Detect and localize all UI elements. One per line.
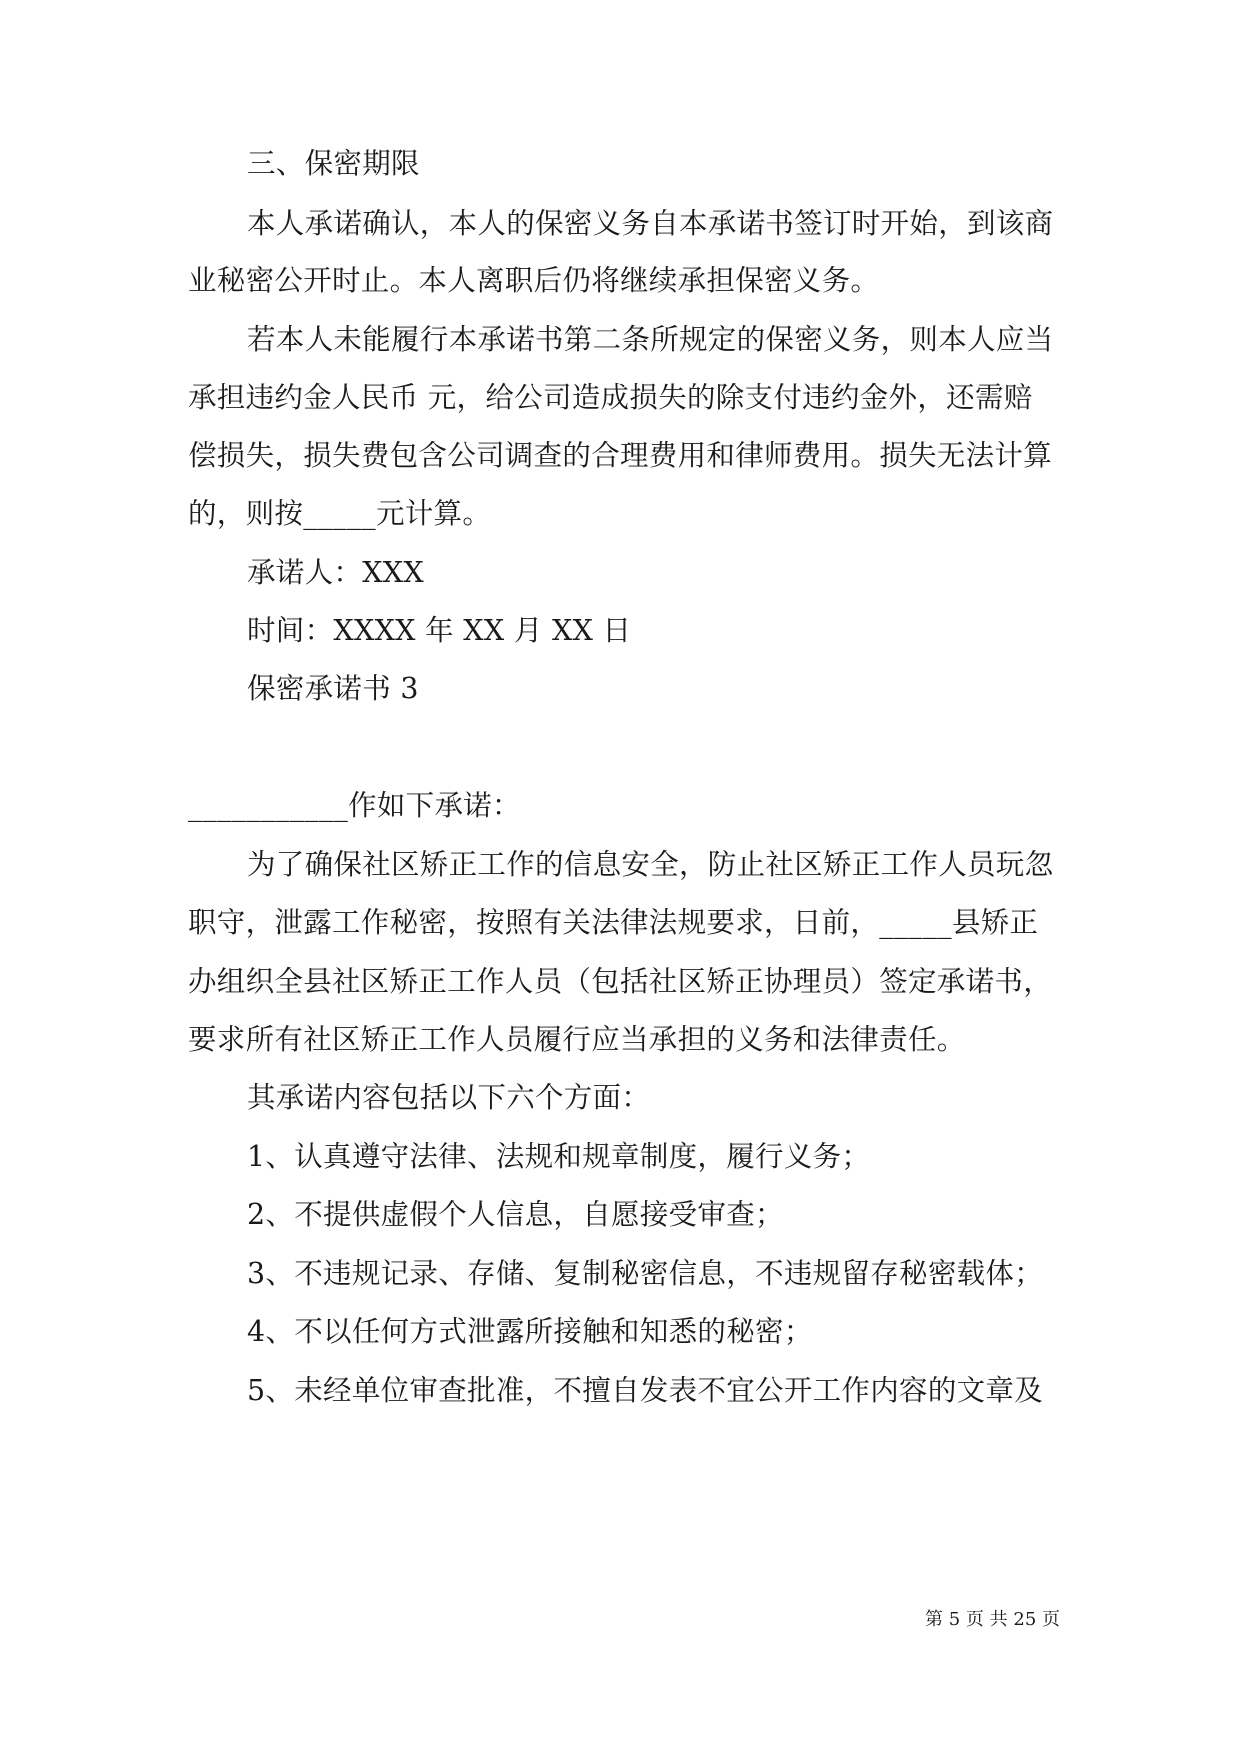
paragraph-line: 要求所有社区矫正工作人员履行应当承担的义务和法律责任。 xyxy=(188,1023,966,1056)
list-item: 1、认真遵守法律、法规和规章制度，履行义务； xyxy=(247,1140,871,1173)
list-intro: 其承诺内容包括以下六个方面： xyxy=(247,1081,651,1114)
paragraph-line: 业秘密公开时止。本人离职后仍将继续承担保密义务。 xyxy=(188,264,880,297)
list-item: 5、未经单位审查批准，不擅自发表不宜公开工作内容的文章及 xyxy=(247,1374,1044,1407)
letter-title: 保密承诺书 3 xyxy=(247,672,419,705)
paragraph-line: 办组织全县社区矫正工作人员（包括社区矫正协理员）签定承诺书， xyxy=(188,965,1053,998)
paragraph-line: 职守，泄露工作秘密，按照有关法律法规要求，日前，_____县矫正 xyxy=(188,906,1039,939)
list-item: 4、不以任何方式泄露所接触和知悉的秘密； xyxy=(247,1315,813,1348)
paragraph-line: 为了确保社区矫正工作的信息安全，防止社区矫正工作人员玩忽 xyxy=(247,848,1054,881)
paragraph-line: 承担违约金人民币 元，给公司造成损失的除支付违约金外，还需赔 xyxy=(188,381,1033,414)
opening-line: ___________作如下承诺： xyxy=(188,789,521,822)
paragraph-line: 若本人未能履行本承诺书第二条所规定的保密义务，则本人应当 xyxy=(247,323,1054,356)
signer-line: 承诺人：XXX xyxy=(247,556,424,589)
section-heading: 三、保密期限 xyxy=(247,147,420,180)
page-number: 第 5 页 共 25 页 xyxy=(925,1609,1060,1630)
paragraph-line: 本人承诺确认，本人的保密义务自本承诺书签订时开始，到该商 xyxy=(247,207,1054,240)
paragraph-line: 偿损失，损失费包含公司调查的合理费用和律师费用。损失无法计算 xyxy=(188,439,1053,472)
date-line: 时间：XXXX 年 XX 月 XX 日 xyxy=(247,614,632,647)
paragraph-line: 的，则按_____元计算。 xyxy=(188,497,492,530)
list-item: 2、不提供虚假个人信息，自愿接受审查； xyxy=(247,1198,784,1231)
list-item: 3、不违规记录、存储、复制秘密信息，不违规留存秘密载体； xyxy=(247,1257,1044,1290)
